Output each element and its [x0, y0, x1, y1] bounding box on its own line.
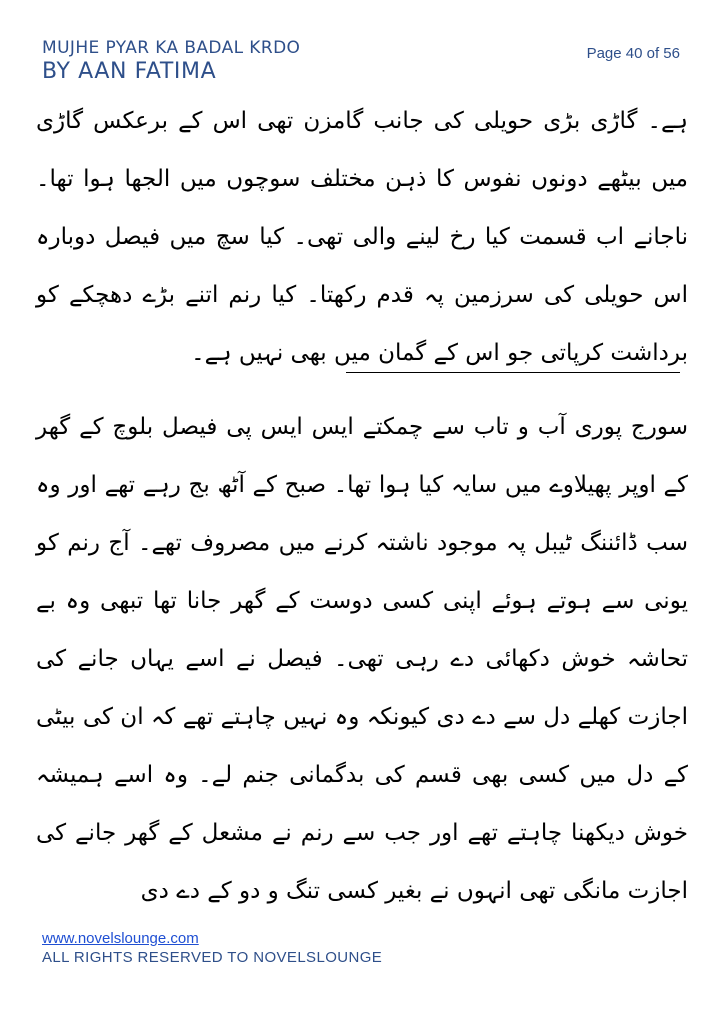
page-header [42, 40, 300, 83]
novel-content [36, 92, 688, 904]
page-footer [42, 930, 382, 966]
page-number: Page 40 of 56 [586, 45, 680, 62]
book-title: MUJHE PYAR KA BADAL KRDO [42, 38, 301, 58]
paragraph-two: سورج پوری آب و تاب سے چمکتے ایس ایس پی فیصل بلوچ کے گھر کے اوپر پھیلاوے میں سایہ کیا ہوا تھا۔ صبح کے آٹھ بج رہے تھے اور وہ سب ڈائننگ ٹیبل پہ موجود ناشتہ کرنے میں مصروف تھے۔ آج رنم کو یونی سے ہوتے ہوئے اپنی کسی دوست کے گھر جانا تھا تبھی وہ بے تحاشہ خوش دکھائی دے رہی تھی۔ فیصل نے اسے یہاں جانے کی اجازت کھلے دل سے دے دی کیونکہ وہ نہیں چاہتے تھے کہ ان کی بیٹی کے دل میں کسی بھی قسم کی بدگمانی جنم لے۔ وہ اسے ہمیشہ خوش دیکھنا چاہتے تھے اور جب سے رنم نے مشعل کے گھر جانے کی اجازت مانگی تھی انہوں نے بغیر کسی تنگ و دو کے دے دی [36, 414, 688, 904]
copyright-notice: ALL RIGHTS RESERVED TO NOVELSLOUNGE [42, 949, 383, 966]
website-link[interactable]: www.novelslounge.com [42, 930, 199, 947]
author-name: BY AAN FATIMA [42, 58, 217, 84]
section-divider [346, 372, 680, 373]
paragraph-one: ہے۔ گاڑی بڑی حویلی کی جانب گامزن تھی اس کے برعکس گاڑی میں بیٹھے دونوں نفوس کا ذہن مختلف سوچوں میں الجھا ہوا تھا۔ ناجانے اب قسمت کیا رخ لینے والی تھی۔ کیا سچ میں فیصل دوبارہ اس حویلی کی سرزمین پہ قدم رکھتا۔ کیا رنم اتنے بڑے دھچکے کو برداشت کرپاتی جو اس کے گمان میں بھی نہیں ہے۔ [36, 108, 688, 366]
